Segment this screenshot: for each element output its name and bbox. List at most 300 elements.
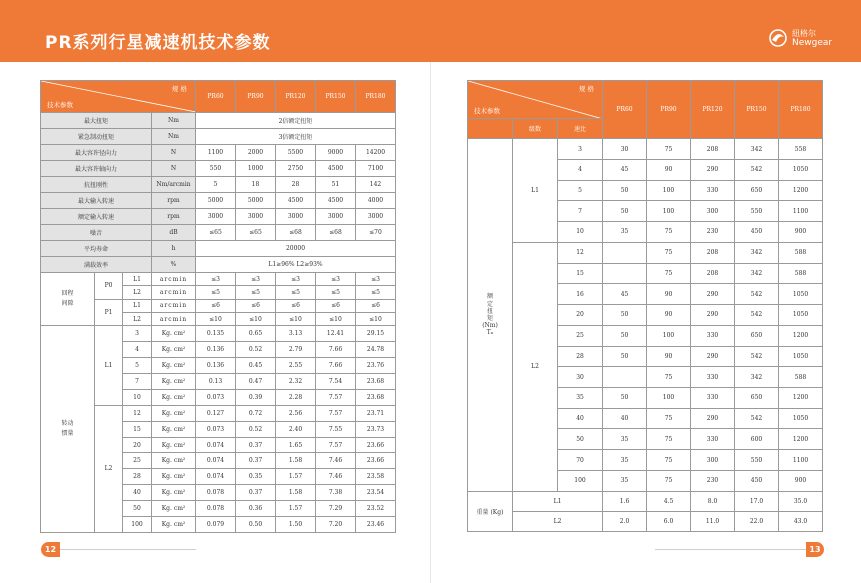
row-unit: Nm/arcmin (152, 176, 196, 192)
value-cell: 300 (691, 201, 735, 222)
value-cell: 142 (356, 176, 396, 192)
ratio-cell: 25 (123, 453, 152, 469)
ratio-cell: 50 (558, 429, 603, 450)
header-corner (41, 81, 196, 113)
value-cell: 558 (779, 139, 823, 160)
left-spec-table (40, 80, 396, 533)
value-cell: 0.47 (236, 374, 276, 390)
value-cell: 51 (316, 176, 356, 192)
value-cell: 342 (735, 139, 779, 160)
value-cell: 900 (779, 222, 823, 243)
ratio-cell: 5 (123, 358, 152, 374)
value-cell: ≤5 (276, 286, 316, 299)
ratio-cell: 5 (558, 180, 603, 201)
value-cell: 75 (647, 263, 691, 284)
torque-row (468, 242, 823, 263)
value-cell: 24.78 (356, 342, 396, 358)
value-cell: 35 (603, 470, 647, 491)
value-cell: 0.35 (236, 469, 276, 485)
value-cell: 75 (647, 408, 691, 429)
value-cell: ≤65 (196, 224, 236, 240)
value-cell: ≤3 (276, 272, 316, 285)
model-header: PR120 (276, 81, 316, 113)
value-cell: 290 (691, 346, 735, 367)
unit-cell: Kg. cm² (152, 516, 196, 532)
value-cell: 0.65 (236, 326, 276, 342)
row-label: 抗扭刚性 (41, 176, 152, 192)
value-cell: 1050 (779, 408, 823, 429)
unit-cell: Kg. cm² (152, 437, 196, 453)
value-cell: 5500 (276, 144, 316, 160)
value-cell: 550 (735, 450, 779, 471)
stage-cell: L1 (95, 326, 123, 405)
value-cell: 342 (735, 367, 779, 388)
merged-value: 20000 (196, 240, 396, 256)
stage-cell: L1 (123, 272, 152, 285)
value-cell: 75 (647, 429, 691, 450)
value-cell: ≤10 (356, 313, 396, 326)
value-cell: 100 (647, 180, 691, 201)
row-label: 满载效率 (41, 256, 152, 272)
value-cell: 1.58 (276, 453, 316, 469)
merged-value: 2倍额定扭矩 (196, 112, 396, 128)
unit-cell: Kg. cm² (152, 485, 196, 501)
ratio-cell: 40 (123, 485, 152, 501)
value-cell: 2750 (276, 160, 316, 176)
row-unit: h (152, 240, 196, 256)
value-cell: 650 (735, 387, 779, 408)
value-cell: 0.078 (196, 501, 236, 517)
ratio-cell: 50 (123, 501, 152, 517)
row-label: 最大输入转速 (41, 192, 152, 208)
unit-cell: Kg. cm² (152, 453, 196, 469)
value-cell: 0.37 (236, 437, 276, 453)
value-cell: ≤6 (236, 299, 276, 312)
value-cell: 2.56 (276, 405, 316, 421)
model-header: PR180 (356, 81, 396, 113)
value-cell: 3000 (276, 208, 316, 224)
table-row (41, 208, 396, 224)
value-cell: 1.65 (276, 437, 316, 453)
value-cell: 342 (735, 263, 779, 284)
unit-cell: Kg. cm² (152, 358, 196, 374)
value-cell: 0.52 (236, 342, 276, 358)
value-cell: 90 (647, 346, 691, 367)
value-cell: 0.37 (236, 453, 276, 469)
value-cell: 4500 (316, 160, 356, 176)
value-cell: 0.13 (196, 374, 236, 390)
value-cell: ≤10 (316, 313, 356, 326)
value-cell: 900 (779, 470, 823, 491)
value-cell: 22.0 (735, 511, 779, 531)
spec-label: 规 格 (171, 85, 187, 93)
value-cell: 3000 (196, 208, 236, 224)
value-cell: 43.0 (779, 511, 823, 531)
value-cell: 30 (603, 139, 647, 160)
value-cell: ≤6 (356, 299, 396, 312)
value-cell: 50 (603, 325, 647, 346)
backlash-row (41, 299, 396, 312)
ratio-cell: 12 (123, 405, 152, 421)
value-cell: 1050 (779, 284, 823, 305)
value-cell: 0.135 (196, 326, 236, 342)
row-unit: % (152, 256, 196, 272)
row-label: 最大容许轴向力 (41, 160, 152, 176)
row-unit: N (152, 160, 196, 176)
value-cell: ≤3 (316, 272, 356, 285)
value-cell: 450 (735, 470, 779, 491)
value-cell: 23.66 (356, 437, 396, 453)
row-label: 紧急制动扭矩 (41, 128, 152, 144)
value-cell: 23.46 (356, 516, 396, 532)
value-cell: ≤3 (356, 272, 396, 285)
value-cell: 542 (735, 305, 779, 326)
unit-cell: arcmin (152, 313, 196, 326)
page-title: PR系列行星减速机技术参数 (45, 33, 271, 53)
value-cell: 290 (691, 159, 735, 180)
value-cell: 588 (779, 263, 823, 284)
value-cell: 208 (691, 139, 735, 160)
value-cell: 330 (691, 325, 735, 346)
value-cell: 550 (196, 160, 236, 176)
value-cell: 0.074 (196, 453, 236, 469)
ratio-cell: 7 (123, 374, 152, 390)
brand-name-cn: 紐格尔 (792, 29, 816, 38)
merged-value: 3倍额定扭矩 (196, 128, 396, 144)
value-cell: ≤6 (196, 299, 236, 312)
value-cell: 40 (603, 408, 647, 429)
stage-cell: L2 (123, 286, 152, 299)
table-row (41, 256, 396, 272)
ratio-cell: 3 (558, 139, 603, 160)
model-header: PR120 (691, 81, 735, 139)
ratio-cell: 20 (558, 305, 603, 326)
ratio-cell: 100 (558, 470, 603, 491)
value-cell: 0.127 (196, 405, 236, 421)
footer-rule-left (60, 549, 196, 550)
value-cell: 90 (647, 159, 691, 180)
value-cell: 2.28 (276, 389, 316, 405)
model-header: PR180 (779, 81, 823, 139)
value-cell: 550 (735, 201, 779, 222)
value-cell: 1050 (779, 346, 823, 367)
stage-cell: L2 (95, 405, 123, 532)
precision-group: P0 (95, 272, 123, 299)
merged-value: L1≥96% L2≥93% (196, 256, 396, 272)
value-cell: 7.66 (316, 342, 356, 358)
newgear-logo-icon (768, 28, 788, 48)
value-cell: 2.0 (603, 511, 647, 531)
value-cell: 0.52 (236, 421, 276, 437)
value-cell: 330 (691, 367, 735, 388)
value-cell: ≤5 (196, 286, 236, 299)
value-cell: 450 (735, 222, 779, 243)
value-cell: 0.37 (236, 485, 276, 501)
value-cell: 650 (735, 180, 779, 201)
value-cell: 290 (691, 408, 735, 429)
value-cell: 75 (647, 470, 691, 491)
ratio-cell: 4 (123, 342, 152, 358)
value-cell: 0.136 (196, 342, 236, 358)
ratio-cell: 10 (123, 389, 152, 405)
value-cell: 542 (735, 408, 779, 429)
value-cell: 23.71 (356, 405, 396, 421)
ratio-cell: 4 (558, 159, 603, 180)
row-label: 最大扭矩 (41, 112, 152, 128)
value-cell: 4500 (276, 192, 316, 208)
stage-cell: L2 (513, 511, 603, 531)
value-cell: 100 (647, 325, 691, 346)
value-cell: 18 (236, 176, 276, 192)
model-header: PR60 (196, 81, 236, 113)
value-cell: 8.0 (691, 491, 735, 511)
value-cell: 45 (603, 284, 647, 305)
unit-cell: Kg. cm² (152, 469, 196, 485)
torque-row (468, 139, 823, 160)
value-cell: 230 (691, 470, 735, 491)
value-cell: 75 (647, 242, 691, 263)
value-cell: 0.079 (196, 516, 236, 532)
value-cell: ≤68 (276, 224, 316, 240)
value-cell: 90 (647, 284, 691, 305)
value-cell: 23.76 (356, 358, 396, 374)
value-cell: ≤10 (236, 313, 276, 326)
value-cell: 28 (276, 176, 316, 192)
value-cell: 0.136 (196, 358, 236, 374)
header-corner (468, 81, 603, 119)
value-cell: 23.54 (356, 485, 396, 501)
table-row (41, 176, 396, 192)
value-cell: 50 (603, 346, 647, 367)
ratio-cell: 15 (558, 263, 603, 284)
value-cell: 1200 (779, 429, 823, 450)
value-cell: 29.15 (356, 326, 396, 342)
value-cell: 2.32 (276, 374, 316, 390)
unit-cell: Kg. cm² (152, 342, 196, 358)
row-unit: Nm (152, 112, 196, 128)
row-unit: dB (152, 224, 196, 240)
value-cell: 330 (691, 429, 735, 450)
value-cell: 588 (779, 367, 823, 388)
model-header: PR150 (735, 81, 779, 139)
table-row (41, 112, 396, 128)
ratio-cell: 40 (558, 408, 603, 429)
right-torque-table (467, 80, 823, 532)
ratio-cell: 16 (558, 284, 603, 305)
value-cell: 1100 (779, 450, 823, 471)
value-cell: 290 (691, 305, 735, 326)
value-cell: 7.38 (316, 485, 356, 501)
inertia-row (41, 405, 396, 421)
value-cell: 600 (735, 429, 779, 450)
value-cell: 1.58 (276, 485, 316, 501)
value-cell: 35 (603, 429, 647, 450)
value-cell: ≤6 (316, 299, 356, 312)
value-cell: ≤5 (236, 286, 276, 299)
table-row (41, 160, 396, 176)
unit-cell: Kg. cm² (152, 389, 196, 405)
value-cell: 0.72 (236, 405, 276, 421)
value-cell: 3000 (316, 208, 356, 224)
value-cell: 23.68 (356, 374, 396, 390)
value-cell: ≤6 (276, 299, 316, 312)
footer-rule-right (655, 549, 806, 550)
value-cell: 0.073 (196, 421, 236, 437)
stage-cell: L1 (513, 491, 603, 511)
value-cell: 2.79 (276, 342, 316, 358)
value-cell: 0.074 (196, 437, 236, 453)
value-cell: 35 (603, 450, 647, 471)
value-cell: 11.0 (691, 511, 735, 531)
value-cell: 1200 (779, 325, 823, 346)
value-cell: 1.50 (276, 516, 316, 532)
value-cell: 4000 (356, 192, 396, 208)
value-cell: 50 (603, 180, 647, 201)
stage-cell: L2 (513, 242, 558, 491)
value-cell: 50 (603, 387, 647, 408)
stage-cell: L2 (123, 313, 152, 326)
value-cell: 1.57 (276, 469, 316, 485)
blank-header (468, 119, 513, 139)
value-cell: ≤10 (196, 313, 236, 326)
value-cell: 50 (603, 201, 647, 222)
value-cell: 2000 (236, 144, 276, 160)
value-cell: 5 (196, 176, 236, 192)
value-cell: 0.074 (196, 469, 236, 485)
backlash-label: 回程 间隙 (41, 272, 95, 326)
value-cell: 5000 (196, 192, 236, 208)
value-cell: 23.68 (356, 389, 396, 405)
ratio-cell: 7 (558, 201, 603, 222)
model-header: PR60 (603, 81, 647, 139)
value-cell: 542 (735, 346, 779, 367)
value-cell: 300 (691, 450, 735, 471)
value-cell: 12.41 (316, 326, 356, 342)
value-cell: 75 (647, 367, 691, 388)
value-cell: 35 (603, 222, 647, 243)
value-cell: 100 (647, 201, 691, 222)
value-cell: 1200 (779, 180, 823, 201)
model-header: PR90 (647, 81, 691, 139)
header-row (41, 81, 396, 113)
value-cell: 7.55 (316, 421, 356, 437)
value-cell: 1000 (236, 160, 276, 176)
value-cell: 0.39 (236, 389, 276, 405)
value-cell: 330 (691, 387, 735, 408)
value-cell: ≤5 (316, 286, 356, 299)
value-cell: 4500 (316, 192, 356, 208)
page-number-left: 12 (41, 542, 60, 557)
row-unit: rpm (152, 192, 196, 208)
value-cell: 208 (691, 242, 735, 263)
value-cell: 7.20 (316, 516, 356, 532)
value-cell: ≤70 (356, 224, 396, 240)
value-cell: 330 (691, 180, 735, 201)
value-cell: 7.66 (316, 358, 356, 374)
value-cell: 1.6 (603, 491, 647, 511)
model-header: PR90 (236, 81, 276, 113)
unit-cell: Kg. cm² (152, 421, 196, 437)
value-cell (603, 263, 647, 284)
value-cell: 650 (735, 325, 779, 346)
value-cell: 17.0 (735, 491, 779, 511)
ratio-cell: 3 (123, 326, 152, 342)
page-spine (430, 62, 431, 583)
value-cell: 1100 (196, 144, 236, 160)
ratio-cell: 70 (558, 450, 603, 471)
value-cell: ≤65 (236, 224, 276, 240)
value-cell: 0.073 (196, 389, 236, 405)
ratio-cell: 20 (123, 437, 152, 453)
value-cell: 0.45 (236, 358, 276, 374)
table-row (41, 144, 396, 160)
unit-cell: Kg. cm² (152, 374, 196, 390)
unit-cell: Kg. cm² (152, 405, 196, 421)
value-cell: 7.54 (316, 374, 356, 390)
value-cell: 7.57 (316, 389, 356, 405)
weight-row (468, 491, 823, 511)
value-cell: 9000 (316, 144, 356, 160)
value-cell: 0.50 (236, 516, 276, 532)
header-row (468, 81, 823, 119)
ratio-cell: 28 (558, 346, 603, 367)
row-label: 额定输入转速 (41, 208, 152, 224)
ratio-cell: 25 (558, 325, 603, 346)
row-unit: N (152, 144, 196, 160)
row-unit: rpm (152, 208, 196, 224)
param-label: 技术参数 (47, 100, 73, 109)
table-row (41, 240, 396, 256)
unit-cell: arcmin (152, 272, 196, 285)
inertia-row (41, 326, 396, 342)
backlash-row (41, 272, 396, 285)
ratio-cell: 100 (123, 516, 152, 532)
value-cell: 1.57 (276, 501, 316, 517)
ratio-cell: 30 (558, 367, 603, 388)
unit-cell: Kg. cm² (152, 501, 196, 517)
value-cell (603, 242, 647, 263)
value-cell: 90 (647, 305, 691, 326)
weight-row (468, 511, 823, 531)
value-cell: 2.40 (276, 421, 316, 437)
stage-cell: L1 (123, 299, 152, 312)
value-cell: 100 (647, 387, 691, 408)
table-row (41, 224, 396, 240)
value-cell: 588 (779, 242, 823, 263)
weight-label: 重量 (Kg) (468, 491, 513, 531)
value-cell (603, 367, 647, 388)
value-cell: 23.66 (356, 453, 396, 469)
stage-header: 级数 (513, 119, 558, 139)
value-cell: 75 (647, 222, 691, 243)
unit-cell: Kg. cm² (152, 326, 196, 342)
table-row (41, 192, 396, 208)
param-label: 技术参数 (474, 107, 500, 116)
brand-logo (768, 26, 858, 56)
value-cell: 3000 (356, 208, 396, 224)
value-cell: 1100 (779, 201, 823, 222)
header-bar (0, 0, 861, 62)
value-cell: 23.73 (356, 421, 396, 437)
brand-name-en: Newgear (792, 38, 833, 48)
value-cell: 6.0 (647, 511, 691, 531)
value-cell: ≤3 (236, 272, 276, 285)
value-cell: 542 (735, 284, 779, 305)
value-cell: 1050 (779, 305, 823, 326)
value-cell: 208 (691, 263, 735, 284)
value-cell: 0.36 (236, 501, 276, 517)
precision-group: P1 (95, 299, 123, 326)
